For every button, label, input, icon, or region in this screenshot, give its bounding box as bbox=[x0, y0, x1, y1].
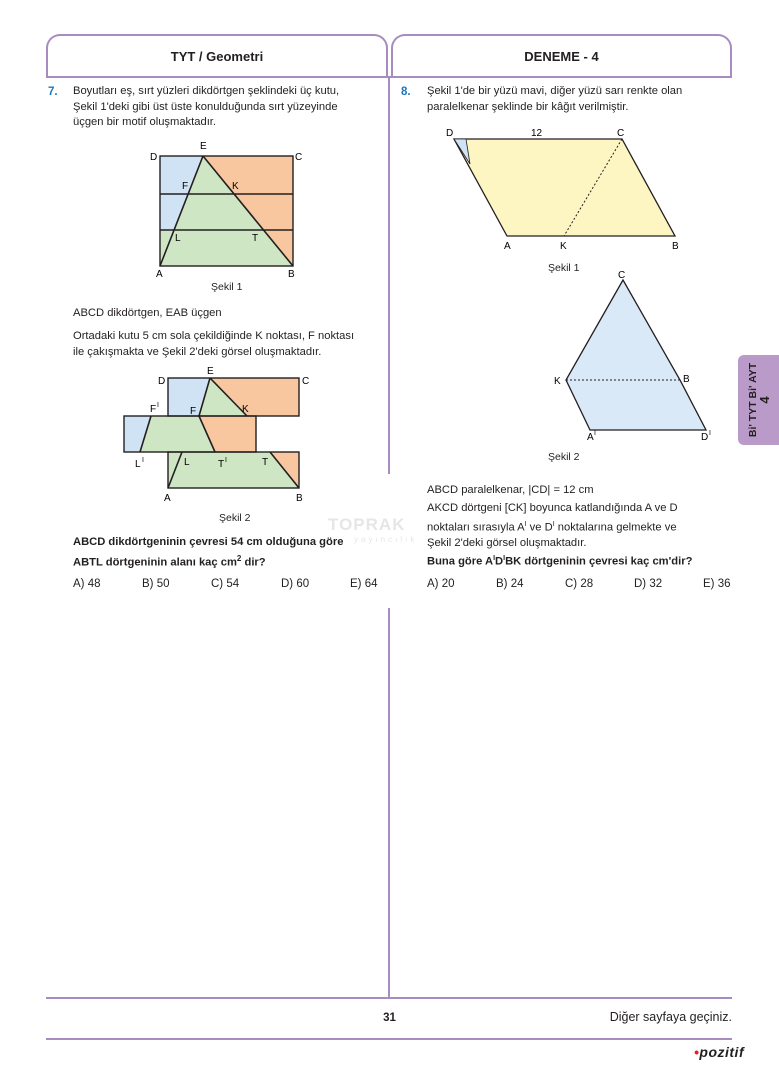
q8f1-label-k: K bbox=[560, 241, 567, 252]
exam-title: DENEME - 4 bbox=[524, 48, 599, 64]
q7f1-label-k: K bbox=[232, 181, 239, 192]
q8-options bbox=[427, 578, 731, 590]
page-number: 31 bbox=[383, 1012, 396, 1024]
q7f2-label-e: E bbox=[207, 366, 214, 377]
q7f1-label-l: L bbox=[175, 233, 181, 244]
q7-middle-text: Ortadaki kutu 5 cm sola çekildiğinde K noktası, F noktası ile çakışmakta ve Şekil 2'deki görsel oluşmaktadır. bbox=[73, 330, 355, 358]
q7f2-label-f: F bbox=[190, 406, 197, 417]
q8f1-label-12: 12 bbox=[531, 128, 543, 139]
question-8-number: 8. bbox=[401, 86, 411, 98]
publisher-logo: •pozitif bbox=[694, 1044, 745, 1060]
q7f1-label-c: C bbox=[295, 152, 303, 163]
q7f2-label-a: A bbox=[164, 493, 171, 504]
q7f2-label-k: K bbox=[242, 404, 249, 415]
q7-question: ABCD dikdörtgeninin çevresi 54 cm olduğuna göre ABTL dörtgeninin alanı kaç $cm^2$ dir? bbox=[73, 536, 344, 569]
q8f2-label-a-prime: A bbox=[587, 432, 594, 443]
q8f1-label-d: D bbox=[446, 128, 454, 139]
q8f2-label-d-prime: D bbox=[701, 432, 709, 443]
q7-figure-1-caption: Şekil 1 bbox=[211, 281, 243, 293]
side-tab-label: Bi' TYT Bi' AYT bbox=[746, 362, 759, 438]
q7-given: ABCD dikdörtgen, EAB üçgen bbox=[73, 307, 222, 319]
q7f2-label-b: B bbox=[296, 493, 303, 504]
q8-figure-1-caption: Şekil 1 bbox=[548, 262, 580, 274]
q7-options bbox=[73, 578, 378, 590]
svg-text:I: I bbox=[594, 430, 596, 437]
q7-option-d[interactable]: D) 60 bbox=[281, 578, 310, 590]
column-divider-top bbox=[388, 78, 390, 474]
q8f2-label-k: K bbox=[554, 376, 561, 387]
q7-option-c[interactable]: C) 54 bbox=[211, 578, 240, 590]
footer-divider-bottom bbox=[46, 1038, 732, 1040]
q7-option-a[interactable]: A) 48 bbox=[73, 578, 101, 590]
q8-given: ABCD paralelkenar, |CD| = 12 cm bbox=[427, 484, 594, 496]
q7f2-label-f-prime: F bbox=[150, 404, 157, 415]
q7f2-label-t: T bbox=[262, 457, 269, 468]
question-8-intro: Şekil 1'de bir yüzü mavi, diğer yüzü sarı renkte olan paralelkenar şeklinde bir kâğıt verilmiştir. bbox=[427, 85, 683, 113]
svg-text:I: I bbox=[225, 457, 227, 464]
subject-title: TYT / Geometri bbox=[170, 48, 264, 64]
q8-option-a[interactable]: A) 20 bbox=[427, 578, 455, 590]
q7f2-label-c: C bbox=[302, 376, 310, 387]
svg-text:I: I bbox=[157, 402, 159, 409]
q7f2-label-d: D bbox=[158, 376, 166, 387]
q8-option-b[interactable]: B) 24 bbox=[496, 578, 524, 590]
q7f2-label-t-prime: T bbox=[218, 459, 225, 470]
q8-middle-text: AKCD dörtgeni [CK] boyunca katlandığında A ve D noktaları sırasıyla $A^I$ ve $D^I$ noktalarına gelmekte ve Şekil 2'deki görsel oluşmaktadır. bbox=[427, 502, 678, 549]
q8-question: Buna göre $A^ID^IBK$ dörtgeninin çevresi kaç cm'dir? bbox=[427, 555, 693, 568]
q7f1-label-e: E bbox=[200, 141, 207, 152]
q7f2-label-l-prime: L bbox=[135, 459, 141, 470]
q7f1-label-d: D bbox=[150, 152, 158, 163]
footer-divider-top bbox=[46, 997, 732, 999]
side-tab bbox=[738, 355, 779, 445]
q8-figure-2 bbox=[548, 268, 723, 448]
q7-figure-2 bbox=[120, 364, 320, 509]
q8f2-label-c: C bbox=[618, 270, 626, 281]
q8-option-d[interactable]: D) 32 bbox=[634, 578, 663, 590]
side-tab-number: 4 bbox=[756, 396, 772, 404]
q8f1-label-a: A bbox=[504, 241, 511, 252]
q8f1-label-b: B bbox=[672, 241, 679, 252]
q7f1-label-a: A bbox=[156, 269, 163, 280]
q7f1-label-b: B bbox=[288, 269, 295, 280]
question-7-intro: Boyutları eş, sırt yüzleri dikdörtgen şeklindeki üç kutu, Şekil 1'deki gibi üst üste konulduğunda sırt yüzeyinde üçgen bir motif oluşmaktadır. bbox=[73, 85, 340, 128]
q7f1-label-t: T bbox=[252, 233, 259, 244]
svg-text:I: I bbox=[142, 457, 144, 464]
q7-figure-1 bbox=[140, 138, 320, 298]
q8-figure-2-caption: Şekil 2 bbox=[548, 451, 580, 463]
q7f1-label-f: F bbox=[182, 181, 189, 192]
subject-header bbox=[46, 34, 388, 76]
q8f1-label-c: C bbox=[617, 128, 625, 139]
q8f2-label-b: B bbox=[683, 374, 690, 385]
q7f2-label-l: L bbox=[184, 457, 190, 468]
next-page-note: Diğer sayfaya geçiniz. bbox=[609, 1010, 732, 1024]
q8-option-c[interactable]: C) 28 bbox=[565, 578, 594, 590]
question-7-number: 7. bbox=[48, 86, 58, 98]
q7-figure-2-caption: Şekil 2 bbox=[219, 512, 251, 524]
exam-header bbox=[391, 34, 732, 76]
q8-figure-1 bbox=[440, 124, 690, 254]
column-divider-bottom bbox=[388, 608, 390, 998]
publisher-watermark: TOPRAK yayıncılık bbox=[328, 515, 418, 544]
svg-text:I: I bbox=[709, 430, 711, 437]
q8-option-e[interactable]: E) 36 bbox=[703, 578, 731, 590]
q7-option-e[interactable]: E) 64 bbox=[350, 578, 378, 590]
q7-option-b[interactable]: B) 50 bbox=[142, 578, 170, 590]
